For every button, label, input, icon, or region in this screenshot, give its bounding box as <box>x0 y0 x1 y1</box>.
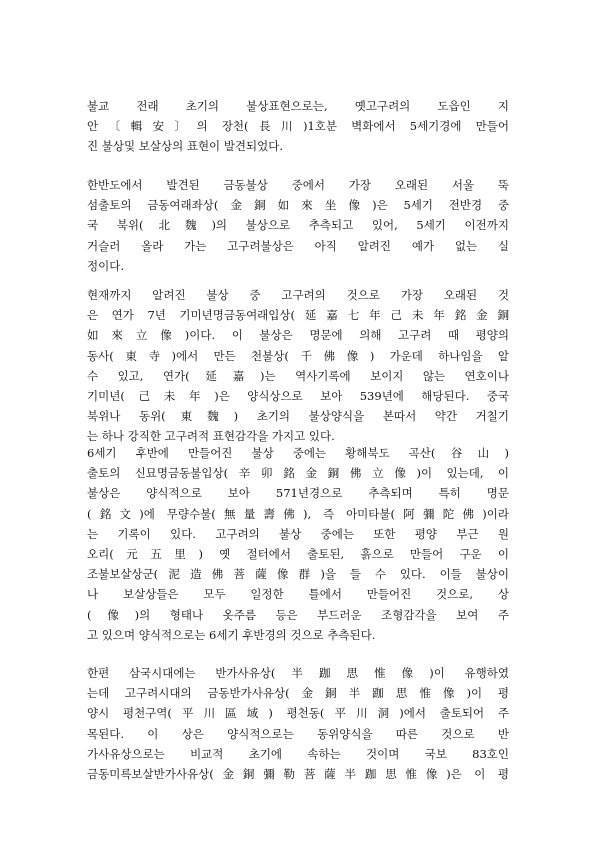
paragraph-yeonga-statue <box>87 285 509 447</box>
text-line: 목된다. 이 상은 양식적으로는 동위양식을 따른 것으로 반 <box>87 726 509 741</box>
paragraph-early-buddhist-expression <box>87 96 509 157</box>
paragraph-pensive-bodhisattva <box>87 663 509 784</box>
text-line: 금동미륵보살반가사유상(金銅彌勒菩薩半跏思惟像)은 이 평 <box>87 767 509 782</box>
text-line: 가사유상으로는 비교적 초기에 속하는 것이며 국보 83호인 <box>87 746 509 761</box>
text-line: 는 하나 강직한 고구려적 표현감각을 가지고 있다. <box>87 429 335 444</box>
text-line: 조불보살상군(泥造佛菩薩像群)을 들 수 있다. 이들 불상이 <box>87 567 509 582</box>
text-line: 불교 전래 초기의 불상표현으로는, 옛고구려의 도읍인 지 <box>87 99 509 113</box>
text-line: 고 있으며 양식적으로는 6세기 후반경의 것으로 추측된다. <box>87 627 376 642</box>
text-line: 동사(東寺)에서 만든 천불상(千佛像) 가운데 하나임을 알 <box>87 348 509 363</box>
text-line: 는 기록이 있다. 고구려의 불상 중에는 또한 평양 부근 원 <box>87 526 509 541</box>
text-line: 은 연가 7년 기미년명금동여래입상(延嘉七年己未年銘金銅 <box>87 308 509 323</box>
text-line: (像)의 형태나 옷주름 등은 부드러운 조형감각을 보여 주 <box>87 607 509 622</box>
paragraph-ttukseom-statue <box>87 175 509 276</box>
text-line: 정이다. <box>87 258 124 273</box>
paragraph-late-6th-century-statues <box>87 443 509 645</box>
text-line: (銘文)에 무량수불(無量壽佛), 즉 아미타불(阿彌陀佛)이라 <box>87 506 509 521</box>
text-line: 국 북위(北魏)의 불상으로 추측되고 있어, 5세기 이전까지 <box>87 218 509 233</box>
text-line: 현재까지 알려진 불상 중 고구려의 것으로 가장 오래된 것 <box>87 288 509 302</box>
text-line: 불상은 양식적으로 보아 571년경으로 추측되며 특히 명문 <box>87 486 509 501</box>
text-line: 는데 고구려시대의 금동반가사유상(金銅半跏思惟像)이 평 <box>87 686 509 701</box>
text-line: 한반도에서 발견된 금동불상 중에서 가장 오래된 서울 뚝 <box>87 178 509 192</box>
text-line: 섬출토의 금동여래좌상(金銅如來坐像)은 5세기 전반경 중 <box>87 198 509 213</box>
text-line: 안〔輯安〕의 장천(長川)1호분 벽화에서 5세기경에 만들어 <box>87 119 509 134</box>
text-line: 진 불상및 보살상의 표현이 발견되었다. <box>87 139 284 154</box>
text-line: 기미년(己未年)은 양식상으로 보아 539년에 해당된다. 중국 <box>87 389 509 404</box>
text-line: 如來立像)이다. 이 불상은 명문에 의해 고구려 때 평양의 <box>87 328 509 343</box>
text-line: 나 보살상들은 모두 일정한 틀에서 만들어진 것으로, 상 <box>87 587 509 602</box>
text-line: 출토의 신묘명금동불입상(辛卯銘金銅佛立像)이 있는데, 이 <box>87 466 509 481</box>
text-line: 거슬러 올라 가는 고구려불상은 아직 알려진 예가 없는 실 <box>87 238 509 253</box>
text-line: 한편 삼국시대에는 반가사유상(半跏思惟像)이 유행하였 <box>87 666 509 680</box>
text-line: 수 있고, 연가(延嘉)는 역사기록에 보이지 않는 연호이나 <box>87 368 509 383</box>
text-line: 6세기 후반에 만들어진 불상 중에는 황해북도 곡산(谷山) <box>87 446 509 460</box>
text-line: 북위나 동위(東魏) 초기의 불상양식을 본따서 약간 거칠기 <box>87 409 509 424</box>
text-line: 오리(元五里) 옛 절터에서 출토된, 흙으로 만들어 구운 이 <box>87 547 509 562</box>
text-line: 양시 평천구역(平川區域) 평천동(平川洞)에서 출토되어 주 <box>87 706 509 721</box>
